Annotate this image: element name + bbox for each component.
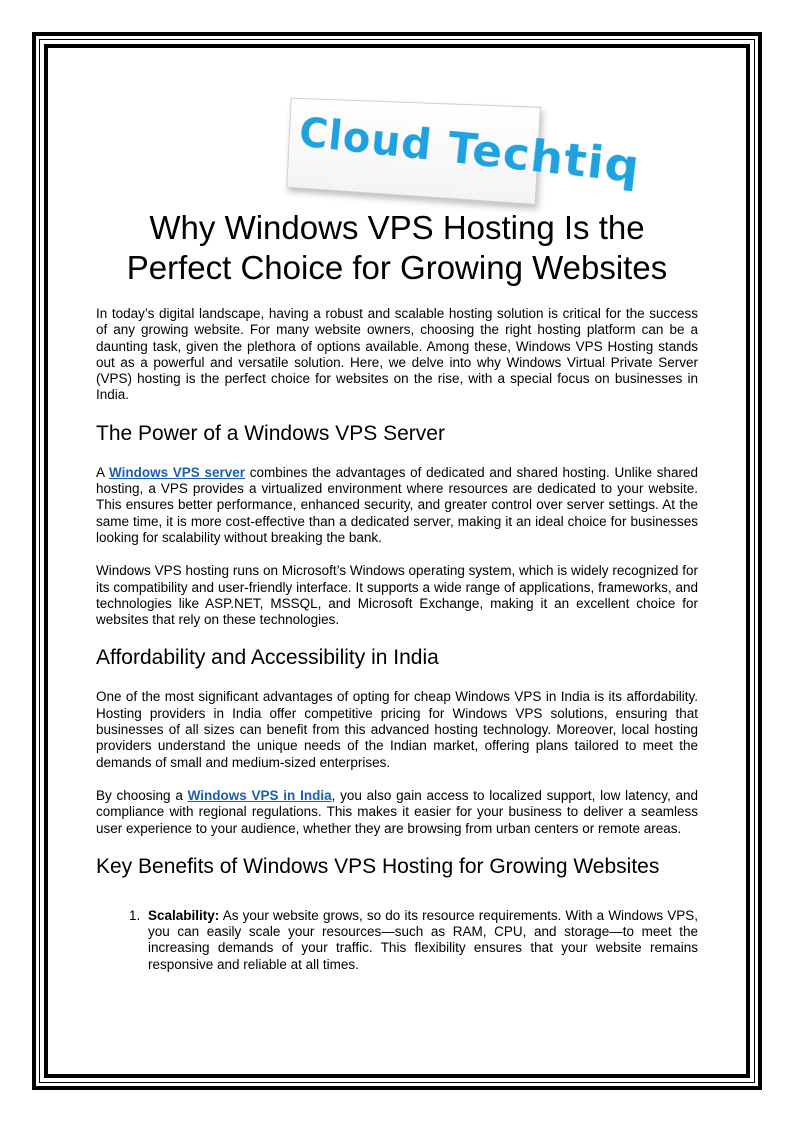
list-item-label: Scalability: <box>148 907 220 923</box>
power-paragraph-2: Windows VPS hosting runs on Microsoft’s Windows operating system, which is widely recognized for its compatibility and user-friendly interface. It supports a wide range of applications, frameworks, and technologies like ASP.NET, MSSQL, and Microsoft Exchange, making it an excellent choice for websites that rely on these technologies. <box>96 563 698 628</box>
page-title: Why Windows VPS Hosting Is the Perfect Choice for Growing Websites <box>126 209 668 286</box>
list-item <box>144 908 698 973</box>
windows-vps-india-link[interactable]: Windows VPS in India <box>187 787 332 803</box>
benefits-list <box>96 908 698 973</box>
section-heading-power: The Power of a Windows VPS Server <box>96 421 445 445</box>
power-paragraph-1: A Windows VPS server combines the advantages of dedicated and shared hosting. Unlike shared hosting, a VPS provides a virtualized environment where resources are dedicated to your website. This ensures better performance, enhanced security, and greater control over server settings. At the same time, it is more cost-effective than a dedicated server, making it an ideal choice for businesses looking for scalability without breaking the bank. <box>96 464 698 545</box>
logo-card <box>286 98 644 205</box>
logo-text: Cloud Techtiq <box>297 108 644 194</box>
list-item-text: As your website grows, so do its resource requirements. With a Windows VPS, you can easily scale your resources—such as RAM, CPU, and storage—to meet the increasing demands of your traffic. This flexibility ensures that your website remains responsive and reliable at all times. <box>148 907 698 972</box>
affordability-paragraph-1: One of the most significant advantages of opting for cheap Windows VPS in India is its affordability. Hosting providers in India offer competitive pricing for Windows VPS solutions, ensuring that businesses of all sizes can benefit from this advanced hosting technology. Moreover, local hosting providers understand the unique needs of the Indian market, offering plans tailored to meet the demands of small and medium-sized enterprises. <box>96 689 698 770</box>
affordability-paragraph-2: By choosing a Windows VPS in India, you also gain access to localized support, low latency, and compliance with regional regulations. This makes it easier for your business to deliver a seamless user experience to your audience, whether they are browsing from urban centers or remote areas. <box>96 787 698 836</box>
section-heading-affordability: Affordability and Accessibility in India <box>96 646 439 670</box>
section-heading-benefits: Key Benefits of Windows VPS Hosting for Growing Websites <box>96 854 660 878</box>
document-body <box>96 208 698 973</box>
windows-vps-server-link[interactable]: Windows VPS server <box>108 464 246 480</box>
intro-paragraph: In today’s digital landscape, having a robust and scalable hosting solution is critical for the success of any growing website. For many website owners, choosing the right hosting platform can be a daunting task, given the plethora of options available. Among these, Windows VPS Hosting stands out as a powerful and versatile solution. Here, we delve into why Windows Virtual Private Server (VPS) hosting is the perfect choice for websites on the rise, with a special focus on businesses in India. <box>96 306 698 403</box>
logo <box>282 102 644 194</box>
